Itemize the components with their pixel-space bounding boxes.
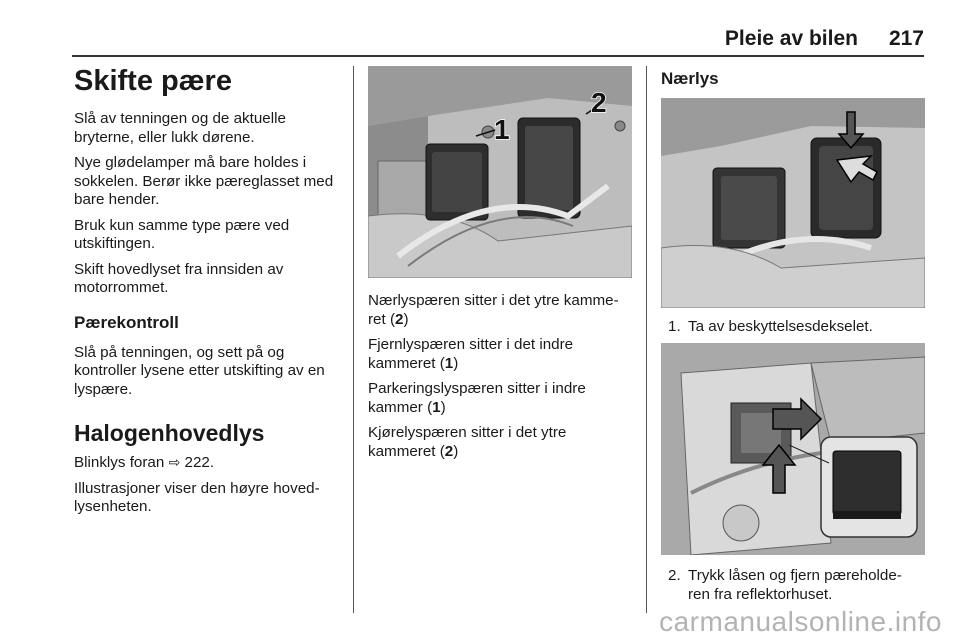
step-number: 1. [668, 318, 681, 335]
text: Parkeringslyspæren sitter i indre kammer ( [368, 380, 586, 416]
step-2 [668, 567, 923, 604]
step-1 [668, 318, 923, 337]
running-header-title: Pleie av bilen [724, 27, 858, 50]
paragraph-with-reference [74, 453, 342, 473]
paragraph: Skift hovedlyset fra innsiden av motorrommet. [74, 260, 284, 296]
text: ) [453, 354, 459, 372]
column-2 [368, 292, 633, 468]
page-ref-link[interactable]: 222. [184, 454, 215, 471]
subheading-bulb-check: Pærekontroll [74, 312, 179, 332]
text: ) [403, 310, 409, 328]
figure-label-2: 2 [591, 87, 607, 118]
paragraph: Bruk kun samme type pære ved utskiftingen. [74, 216, 290, 252]
column-1 [74, 62, 342, 524]
protective-cover-figure [661, 98, 925, 308]
column-divider-1 [353, 66, 354, 613]
label-ref: 1 [432, 398, 441, 416]
label-ref: 2 [444, 442, 454, 460]
column-3 [661, 66, 925, 100]
text: Kjørelyspæren sitter i det ytre kammeret ( [368, 424, 567, 460]
text: ) [440, 398, 446, 416]
step-number: 2. [668, 567, 681, 584]
paragraph [368, 424, 633, 461]
section-heading: Skifte pære [74, 65, 232, 97]
paragraph: Nye glødelamper må bare holdes i sokkelen. Berør ikke pæreglasset med bare hender. [74, 154, 334, 208]
page-ref-arrow-icon: ⇨ [168, 454, 181, 470]
text: Fjernlyspæren sitter i det indre kammeret ( [368, 336, 574, 372]
paragraph: Slå på tenningen, og sett på og kontroller lysene etter utskifting av en lyspære. [74, 343, 325, 398]
column-divider-2 [646, 66, 647, 613]
paragraph [368, 292, 633, 329]
headlamp-overview-figure [368, 66, 632, 278]
paragraph: Slå av tenningen og de aktuelle bryterne, eller lukk dørene. [74, 110, 286, 146]
step-text: Trykk låsen og fjern pæreholde-ren fra reflektorhuset. [688, 567, 902, 603]
header-rule [72, 55, 924, 57]
bulb-holder-figure [661, 343, 925, 555]
reference-text: Blinklys foran [74, 454, 165, 471]
text: ) [453, 442, 459, 460]
figure-label-1: 1 [494, 114, 510, 145]
step-text: Ta av beskyttelsesdekselet. [688, 318, 873, 335]
label-ref: 1 [444, 354, 454, 372]
subheading-low-beam: Nærlys [661, 69, 719, 88]
paragraph: Illustrasjoner viser den høyre hoved-lysenheten. [74, 479, 320, 515]
label-ref: 2 [395, 310, 404, 328]
watermark: carmanualsonline.info [659, 606, 942, 637]
page-number: 217 [888, 27, 924, 50]
paragraph [368, 336, 633, 373]
paragraph [368, 380, 633, 417]
subheading-halogen: Halogenhovedlys [74, 420, 265, 446]
text: Nærlyspæren sitter i det ytre kamme-ret ( [368, 292, 619, 328]
